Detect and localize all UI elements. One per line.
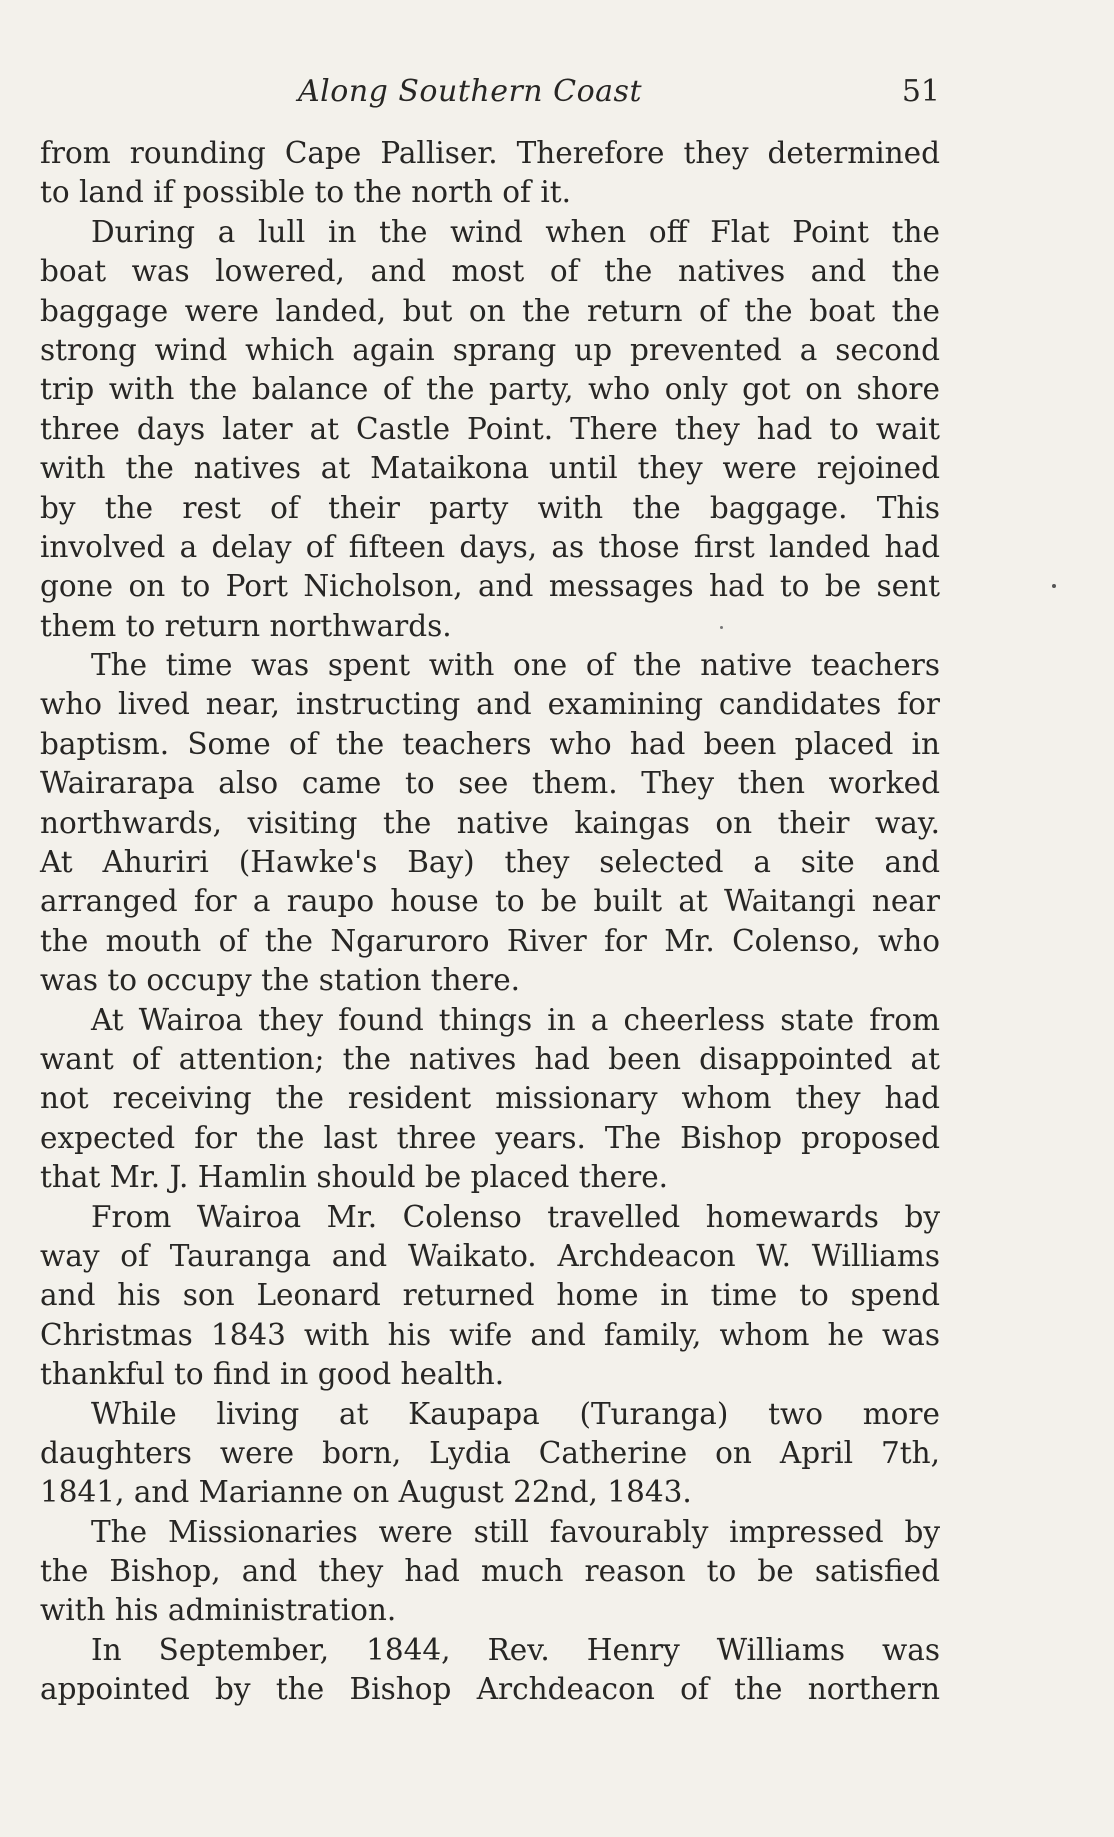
text-line: was to occupy the station there. [40,963,521,998]
text-line: baggage were landed, but on the return of the boat the [40,293,940,328]
body-text [40,134,940,1710]
text-line: strong wind which again sprang up prevented a second [40,332,940,367]
page-number: 51 [901,74,940,109]
text-line: them to return northwards. [40,608,452,643]
text-line: baptism. Some of the teachers who had been placed in [40,726,940,761]
text-line: The time was spent with one of the native teachers [91,648,940,683]
text-line: At Ahuriri (Hawke's Bay) they selected a site and [40,845,940,880]
text-line: While living at Kaupapa (Turanga) two more [91,1396,940,1431]
text-line: that Mr. J. Hamlin should be placed there. [40,1160,669,1195]
text-line: involved a delay of fifteen days, as those first landed had [40,529,940,564]
text-line: from rounding Cape Palliser. Therefore they determined [40,136,940,170]
text-line: appointed by the Bishop Archdeacon of the northern [40,1672,940,1707]
paper-speck [720,626,723,629]
text-line: by the rest of their party with the baggage. This [40,490,940,525]
text-line: not receiving the resident missionary whom they had [40,1081,940,1116]
text-line: with his administration. [40,1593,397,1628]
text-line: expected for the last three years. The Bishop proposed [40,1120,940,1155]
running-title: Along Southern Coast [298,74,642,109]
text-line: From Wairoa Mr. Colenso travelled homewards by [91,1199,940,1234]
text-line: Wairarapa also came to see them. They then worked [40,766,940,801]
text-line: the mouth of the Ngaruroro River for Mr. Colenso, who [40,923,940,958]
text-line: gone on to Port Nicholson, and messages had to be sent [40,569,940,604]
text-line: arranged for a raupo house to be built at Waitangi near [40,884,940,919]
text-line: 1841, and Marianne on August 22nd, 1843. [40,1475,692,1510]
text-line: At Wairoa they found things in a cheerless state from [91,1002,940,1037]
text-line: northwards, visiting the native kaingas on their way. [40,805,940,840]
text-line: the Bishop, and they had much reason to be satisfied [40,1554,940,1589]
text-line: to land if possible to the north of it. [40,175,572,210]
text-line: three days later at Castle Point. There they had to wait [40,411,940,446]
text-line: The Missionaries were still favourably impressed by [91,1514,940,1549]
text-line: During a lull in the wind when off Flat Point the [91,214,940,249]
paper-speck [1052,584,1056,588]
text-line: thankful to find in good health. [40,1357,505,1392]
text-line: trip with the balance of the party, who only got on shore [40,372,940,407]
text-line: boat was lowered, and most of the natives and the [40,254,940,289]
text-line: and his son Leonard returned home in time to spend [40,1278,940,1313]
text-line: daughters were born, Lydia Catherine on April 7th, [40,1435,940,1470]
text-line: who lived near, instructing and examining candidates for [40,687,940,722]
text-line: way of Tauranga and Waikato. Archdeacon W. Williams [40,1238,940,1273]
text-line: with the natives at Mataikona until they were rejoined [40,451,940,486]
text-line: In September, 1844, Rev. Henry Williams was [91,1632,940,1667]
page-header [40,68,940,118]
text-line: want of attention; the natives had been disappointed at [40,1041,940,1076]
text-line: Christmas 1843 with his wife and family, whom he was [40,1317,940,1352]
